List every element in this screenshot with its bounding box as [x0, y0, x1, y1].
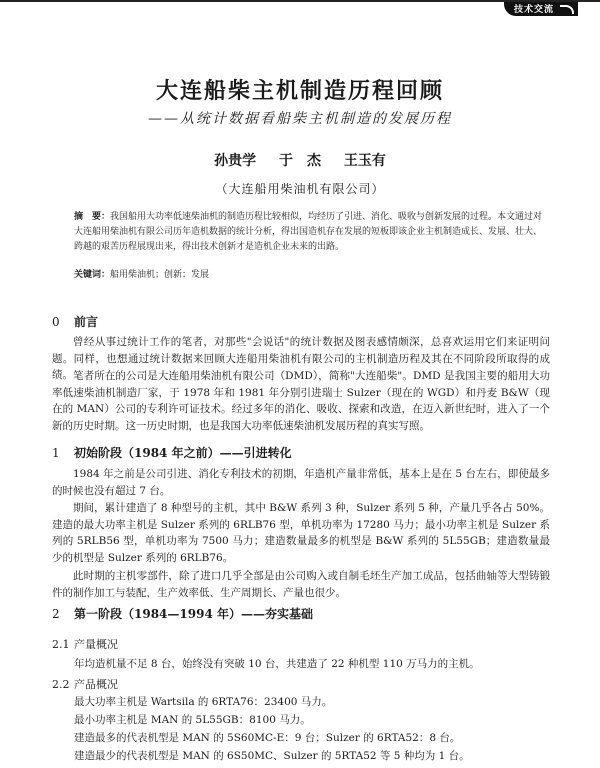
article-subtitle: ——从统计数据看船柴主机制造的发展历程	[148, 111, 452, 127]
swoosh-icon	[560, 5, 574, 14]
list-item: 建造最少的代表机型是 MAN 的 6S50MC、Sulzer 的 5RTA52 等 5 种均为 1 台。	[74, 750, 470, 762]
subsection-heading	[52, 676, 118, 692]
section-title: 初始阶段（1984 年之前）——引进转化	[74, 446, 292, 460]
abstract-text: 我国船用大功率低速柴油机的制造历程比较相似，均经历了引进、消化、吸收与创新发展的过程。本文通过对大连船用柴油机有限公司历年造机数据的统计分析，得出国造机存在发展的短板即该企业主机制造成长、发展、壮大、跨越的艰苦历程展现出来，得出技术创新才是造机企业未来的出路。	[74, 212, 543, 252]
subsection-number: 2.2	[52, 678, 70, 691]
section-number: 0	[52, 315, 60, 329]
list-item: 最大功率主机是 Wartsila 的 6RTA76：23400 马力。	[74, 696, 333, 708]
paragraph: 此时期的主机零部件，除了进口几乎全部是由公司购入或自制毛坯生产加工成品，包括曲轴等大型铸锻件的制作加工与装配，生产效率低、生产周期长、产量也很少。	[52, 570, 550, 599]
body-line: 年均造机量不足 8 台，始终没有突破 10 台，共建造了 22 种机型 110 万马力的主机。	[74, 658, 480, 670]
section-heading	[52, 444, 292, 461]
section-title: 前言	[74, 315, 99, 329]
subsection-number: 2.1	[52, 638, 70, 651]
abstract-label: 摘 要：	[74, 212, 111, 222]
paragraph: 曾经从事过统计工作的笔者，对那些"会说话"的统计数据及图表感情颇深，总喜欢运用它们来证明问题。同样，也想通过统计数据来回顾大连船用柴油机有限公司的主机制造历程及其在不同阶段所取得的成绩。	[52, 336, 550, 381]
author: 孙贵学	[214, 153, 257, 169]
article-title: 大连船柴主机制造历程回顾	[155, 78, 444, 104]
subsection-heading	[52, 636, 118, 652]
paragraph: 笔者所在的公司是大连船用柴油机有限公司（DMD），简称"大连船柴"。DMD 是我国主要的船用大功率低速柴油机制造厂家，于 1978 年和 1981 年分别引进瑞士 Sulzer（现在的 WGD）和丹麦 B&W（现在的 MAN）公司的专利许可证技术。经过多年的消化、吸收、探索和改造，在迈入新世纪时，进入了一个新的历史时期。这一历史时期，也是我国大功率低速柴油机发展历程的真实写照。	[52, 370, 550, 432]
section-title: 第一阶段（1984—1994 年）——夯实基础	[74, 607, 313, 621]
column-tag-label: 技术交流	[514, 5, 555, 15]
column-tag	[504, 2, 578, 16]
paragraph: 期间，累计建造了 8 种型号的主机，其中 B&W 系列 3 种，Sulzer 系列 5 种，产量几乎各占 50%。建造的最大功率主机是 Sulzer 系列的 6RLB76 型，单机功率为 17280 马力；最小功率主机是 Sulzer 系列的 5RLB56 型，单机功率为 7500 马力；建造数量最多的机型是 B&W 系列的 5L55GB；建造数量最少的机型是 Sulzer 系列的 6RLB76。	[52, 502, 550, 564]
keywords-label: 关键词：	[74, 270, 111, 280]
author: 王玉有	[343, 153, 386, 169]
author: 于 杰	[279, 153, 321, 169]
affiliation: （大连船用柴油机有限公司）	[215, 182, 385, 196]
keywords	[74, 267, 550, 280]
list-item: 最小功率主机是 MAN 的 5L55GB：8100 马力。	[74, 714, 311, 726]
authors	[0, 150, 600, 170]
section-heading	[52, 313, 98, 330]
section-number: 2	[52, 607, 60, 621]
paragraph: 1984 年之前是公司引进、消化专利技术的初期，年造机产量非常低，基本上是在 5 台左右，即使最多的时候也没有超过 7 台。	[52, 468, 550, 497]
section-heading	[52, 605, 313, 622]
list-item: 建造最多的代表机型是 MAN 的 5S60MC-E：9 台；Sulzer 的 6RTA52：8 台。	[74, 732, 461, 744]
page-header	[0, 0, 600, 28]
keywords-text: 船用柴油机；创新；发展	[110, 270, 210, 280]
section-number: 1	[52, 446, 60, 460]
abstract	[74, 210, 550, 255]
subsection-title: 产品概况	[74, 678, 118, 691]
subsection-title: 产量概况	[74, 638, 118, 651]
